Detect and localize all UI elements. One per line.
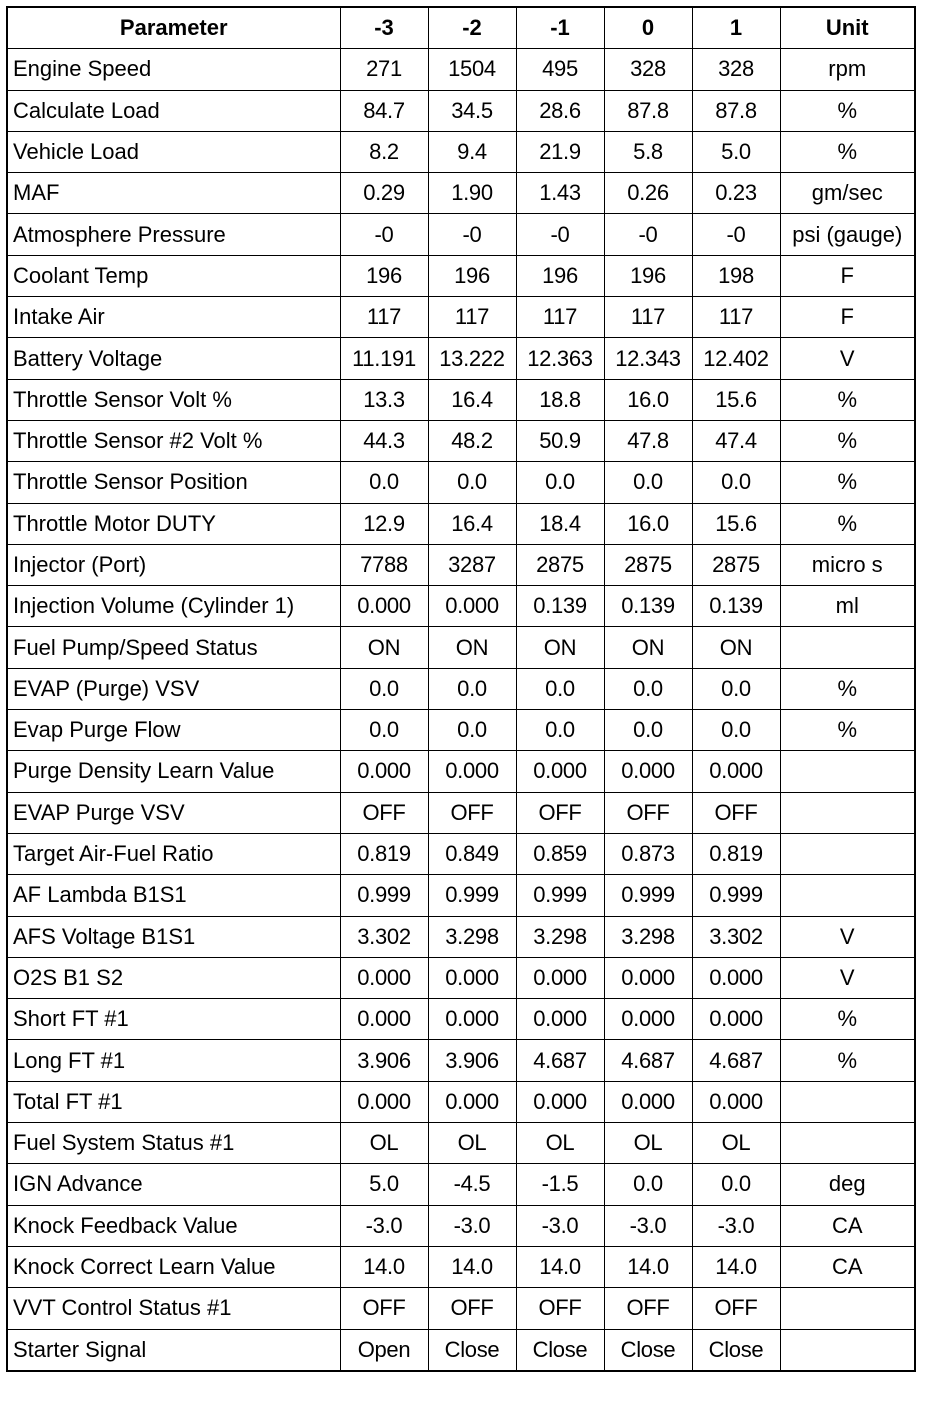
value-cell: 0.000 [428,751,516,792]
table-row [7,627,915,668]
unit-cell [780,792,915,833]
value-cell: 0.000 [340,751,428,792]
parameter-cell: Injector (Port) [7,544,340,585]
parameter-cell: Knock Feedback Value [7,1205,340,1246]
parameter-cell: Throttle Motor DUTY [7,503,340,544]
table-row [7,957,915,998]
value-cell: 11.191 [340,338,428,379]
value-cell: 0.000 [428,999,516,1040]
value-cell: 12.402 [692,338,780,379]
table-row [7,255,915,296]
parameter-cell: AFS Voltage B1S1 [7,916,340,957]
table-row [7,916,915,957]
value-cell: 16.4 [428,503,516,544]
parameter-cell: Long FT #1 [7,1040,340,1081]
unit-cell [780,875,915,916]
value-cell: -1.5 [516,1164,604,1205]
value-cell: 0.0 [604,462,692,503]
value-cell: OL [692,1123,780,1164]
value-cell: 0.819 [340,833,428,874]
value-cell: 14.0 [692,1246,780,1287]
value-cell: Close [692,1329,780,1371]
value-cell: 0.0 [604,1164,692,1205]
value-cell: 0.0 [340,710,428,751]
unit-cell [780,751,915,792]
value-cell: 0.0 [516,462,604,503]
value-cell: 50.9 [516,420,604,461]
value-cell: OL [516,1123,604,1164]
column-header-parameter: Parameter [7,7,340,49]
value-cell: 4.687 [516,1040,604,1081]
value-cell: 0.000 [340,586,428,627]
parameter-cell: MAF [7,173,340,214]
value-cell: 0.23 [692,173,780,214]
value-cell: 47.4 [692,420,780,461]
value-cell: 16.4 [428,379,516,420]
table-row [7,131,915,172]
value-cell: OFF [692,792,780,833]
parameter-cell: Calculate Load [7,90,340,131]
value-cell: ON [604,627,692,668]
parameter-cell: Throttle Sensor #2 Volt % [7,420,340,461]
value-cell: Close [516,1329,604,1371]
value-cell: 3.906 [340,1040,428,1081]
value-cell: 0.26 [604,173,692,214]
value-cell: 3.298 [516,916,604,957]
value-cell: 5.8 [604,131,692,172]
unit-cell: psi (gauge) [780,214,915,255]
table-row [7,214,915,255]
table-row [7,462,915,503]
value-cell: 0.0 [340,462,428,503]
unit-cell: % [780,1040,915,1081]
value-cell: OL [340,1123,428,1164]
value-cell: 9.4 [428,131,516,172]
value-cell: 0.000 [692,957,780,998]
parameter-cell: Target Air-Fuel Ratio [7,833,340,874]
table-row [7,751,915,792]
column-header-frame-minus-3: -3 [340,7,428,49]
value-cell: 0.139 [692,586,780,627]
parameter-cell: Knock Correct Learn Value [7,1246,340,1287]
value-cell: 3.298 [604,916,692,957]
unit-cell: V [780,957,915,998]
value-cell: 0.139 [516,586,604,627]
value-cell: 0.0 [428,668,516,709]
table-row [7,420,915,461]
table-row [7,544,915,585]
value-cell: 0.000 [428,1081,516,1122]
value-cell: 328 [692,49,780,90]
value-cell: 196 [604,255,692,296]
unit-cell: micro s [780,544,915,585]
value-cell: 13.3 [340,379,428,420]
table-row [7,1040,915,1081]
value-cell: 0.000 [516,751,604,792]
value-cell: OL [604,1123,692,1164]
column-header-frame-minus-2: -2 [428,7,516,49]
parameter-cell: Short FT #1 [7,999,340,1040]
value-cell: 117 [428,297,516,338]
value-cell: Close [604,1329,692,1371]
value-cell: 14.0 [516,1246,604,1287]
value-cell: -3.0 [428,1205,516,1246]
value-cell: 1.90 [428,173,516,214]
value-cell: 3.298 [428,916,516,957]
value-cell: -0 [692,214,780,255]
table-row [7,379,915,420]
table-body [7,49,915,1371]
value-cell: OFF [604,792,692,833]
value-cell: 3287 [428,544,516,585]
table-row [7,710,915,751]
unit-cell [780,1081,915,1122]
table-row [7,875,915,916]
unit-cell: % [780,379,915,420]
value-cell: 14.0 [428,1246,516,1287]
value-cell: 4.687 [604,1040,692,1081]
value-cell: 15.6 [692,379,780,420]
value-cell: 271 [340,49,428,90]
table-row [7,338,915,379]
table-row [7,173,915,214]
value-cell: 16.0 [604,379,692,420]
value-cell: OFF [604,1288,692,1329]
value-cell: 0.819 [692,833,780,874]
table-row [7,586,915,627]
value-cell: -0 [428,214,516,255]
unit-cell [780,1288,915,1329]
value-cell: 196 [516,255,604,296]
value-cell: 2875 [692,544,780,585]
value-cell: 196 [428,255,516,296]
table-row [7,297,915,338]
value-cell: 2875 [604,544,692,585]
unit-cell: deg [780,1164,915,1205]
parameter-cell: Throttle Sensor Position [7,462,340,503]
value-cell: -3.0 [516,1205,604,1246]
unit-cell: % [780,710,915,751]
value-cell: 0.999 [604,875,692,916]
value-cell: 1.43 [516,173,604,214]
table-row [7,503,915,544]
unit-cell: gm/sec [780,173,915,214]
table-row [7,90,915,131]
value-cell: 0.859 [516,833,604,874]
unit-cell [780,1329,915,1371]
value-cell: 4.687 [692,1040,780,1081]
value-cell: 117 [516,297,604,338]
value-cell: 21.9 [516,131,604,172]
value-cell: 117 [340,297,428,338]
value-cell: 3.906 [428,1040,516,1081]
table-row [7,999,915,1040]
parameter-cell: AF Lambda B1S1 [7,875,340,916]
value-cell: ON [516,627,604,668]
table-row [7,1123,915,1164]
parameter-cell: Starter Signal [7,1329,340,1371]
value-cell: 495 [516,49,604,90]
value-cell: ON [340,627,428,668]
table-row [7,1205,915,1246]
unit-cell [780,833,915,874]
value-cell: 87.8 [692,90,780,131]
value-cell: 5.0 [692,131,780,172]
value-cell: -3.0 [604,1205,692,1246]
value-cell: 117 [604,297,692,338]
value-cell: 0.0 [340,668,428,709]
value-cell: OFF [692,1288,780,1329]
value-cell: 3.302 [692,916,780,957]
value-cell: 0.000 [604,1081,692,1122]
parameter-cell: O2S B1 S2 [7,957,340,998]
value-cell: 0.29 [340,173,428,214]
value-cell: -3.0 [692,1205,780,1246]
value-cell: 0.000 [692,751,780,792]
value-cell: 0.000 [516,957,604,998]
value-cell: 0.000 [516,1081,604,1122]
parameter-cell: Throttle Sensor Volt % [7,379,340,420]
value-cell: 12.343 [604,338,692,379]
value-cell: 87.8 [604,90,692,131]
parameter-cell: Vehicle Load [7,131,340,172]
value-cell: 0.0 [516,710,604,751]
table-row [7,833,915,874]
value-cell: 12.9 [340,503,428,544]
table-row [7,1164,915,1205]
value-cell: 0.000 [340,957,428,998]
value-cell: 196 [340,255,428,296]
value-cell: 0.000 [604,751,692,792]
parameter-cell: Engine Speed [7,49,340,90]
table-row [7,668,915,709]
value-cell: 0.000 [516,999,604,1040]
parameter-cell: Coolant Temp [7,255,340,296]
value-cell: 0.000 [340,1081,428,1122]
value-cell: -0 [340,214,428,255]
value-cell: 8.2 [340,131,428,172]
parameter-cell: EVAP (Purge) VSV [7,668,340,709]
unit-cell: F [780,297,915,338]
value-cell: 1504 [428,49,516,90]
value-cell: 0.000 [604,999,692,1040]
header-row [7,7,915,49]
parameter-cell: Evap Purge Flow [7,710,340,751]
value-cell: OFF [340,792,428,833]
unit-cell: V [780,338,915,379]
value-cell: 0.873 [604,833,692,874]
value-cell: 0.0 [428,710,516,751]
unit-cell [780,627,915,668]
unit-cell: F [780,255,915,296]
value-cell: 5.0 [340,1164,428,1205]
parameter-cell: Battery Voltage [7,338,340,379]
value-cell: 0.000 [692,1081,780,1122]
parameter-cell: Fuel System Status #1 [7,1123,340,1164]
table-row [7,1246,915,1287]
value-cell: 0.999 [340,875,428,916]
unit-cell: V [780,916,915,957]
table-row [7,49,915,90]
column-header-frame-minus-1: -1 [516,7,604,49]
value-cell: OFF [428,1288,516,1329]
table-row [7,1081,915,1122]
value-cell: OFF [516,1288,604,1329]
unit-cell: % [780,90,915,131]
value-cell: 0.0 [604,668,692,709]
value-cell: 0.000 [428,586,516,627]
value-cell: 328 [604,49,692,90]
unit-cell: % [780,462,915,503]
value-cell: 47.8 [604,420,692,461]
unit-cell: CA [780,1246,915,1287]
value-cell: 84.7 [340,90,428,131]
value-cell: 0.0 [692,710,780,751]
value-cell: 3.302 [340,916,428,957]
value-cell: 28.6 [516,90,604,131]
value-cell: 18.8 [516,379,604,420]
unit-cell: % [780,999,915,1040]
unit-cell: rpm [780,49,915,90]
value-cell: 0.000 [692,999,780,1040]
unit-cell: % [780,131,915,172]
value-cell: 16.0 [604,503,692,544]
value-cell: 0.000 [604,957,692,998]
parameter-cell: IGN Advance [7,1164,340,1205]
column-header-unit: Unit [780,7,915,49]
freeze-frame-data-table [6,6,916,1372]
parameter-cell: Injection Volume (Cylinder 1) [7,586,340,627]
value-cell: ON [428,627,516,668]
value-cell: 48.2 [428,420,516,461]
value-cell: ON [692,627,780,668]
value-cell: Close [428,1329,516,1371]
value-cell: 44.3 [340,420,428,461]
value-cell: 13.222 [428,338,516,379]
value-cell: 2875 [516,544,604,585]
value-cell: 198 [692,255,780,296]
value-cell: 117 [692,297,780,338]
parameter-cell: VVT Control Status #1 [7,1288,340,1329]
unit-cell: % [780,668,915,709]
parameter-cell: Fuel Pump/Speed Status [7,627,340,668]
table-row [7,792,915,833]
parameter-cell: Purge Density Learn Value [7,751,340,792]
value-cell: OFF [428,792,516,833]
value-cell: OFF [516,792,604,833]
value-cell: -3.0 [340,1205,428,1246]
value-cell: 14.0 [340,1246,428,1287]
table-row [7,1329,915,1371]
unit-cell [780,1123,915,1164]
value-cell: 0.0 [604,710,692,751]
value-cell: 0.139 [604,586,692,627]
unit-cell: ml [780,586,915,627]
value-cell: 0.0 [692,1164,780,1205]
value-cell: 0.849 [428,833,516,874]
unit-cell: % [780,503,915,544]
value-cell: 0.000 [340,999,428,1040]
value-cell: 0.0 [428,462,516,503]
table-row [7,1288,915,1329]
value-cell: 18.4 [516,503,604,544]
column-header-frame-1: 1 [692,7,780,49]
value-cell: 14.0 [604,1246,692,1287]
value-cell: 12.363 [516,338,604,379]
unit-cell: CA [780,1205,915,1246]
value-cell: -0 [604,214,692,255]
value-cell: 0.0 [692,668,780,709]
value-cell: 0.999 [692,875,780,916]
parameter-cell: Atmosphere Pressure [7,214,340,255]
unit-cell: % [780,420,915,461]
value-cell: -4.5 [428,1164,516,1205]
parameter-cell: EVAP Purge VSV [7,792,340,833]
value-cell: 0.0 [516,668,604,709]
value-cell: 15.6 [692,503,780,544]
value-cell: Open [340,1329,428,1371]
value-cell: -0 [516,214,604,255]
column-header-frame-0: 0 [604,7,692,49]
value-cell: 0.999 [516,875,604,916]
value-cell: 0.000 [428,957,516,998]
value-cell: 0.999 [428,875,516,916]
value-cell: 7788 [340,544,428,585]
value-cell: OL [428,1123,516,1164]
parameter-cell: Intake Air [7,297,340,338]
value-cell: OFF [340,1288,428,1329]
value-cell: 34.5 [428,90,516,131]
parameter-cell: Total FT #1 [7,1081,340,1122]
value-cell: 0.0 [692,462,780,503]
